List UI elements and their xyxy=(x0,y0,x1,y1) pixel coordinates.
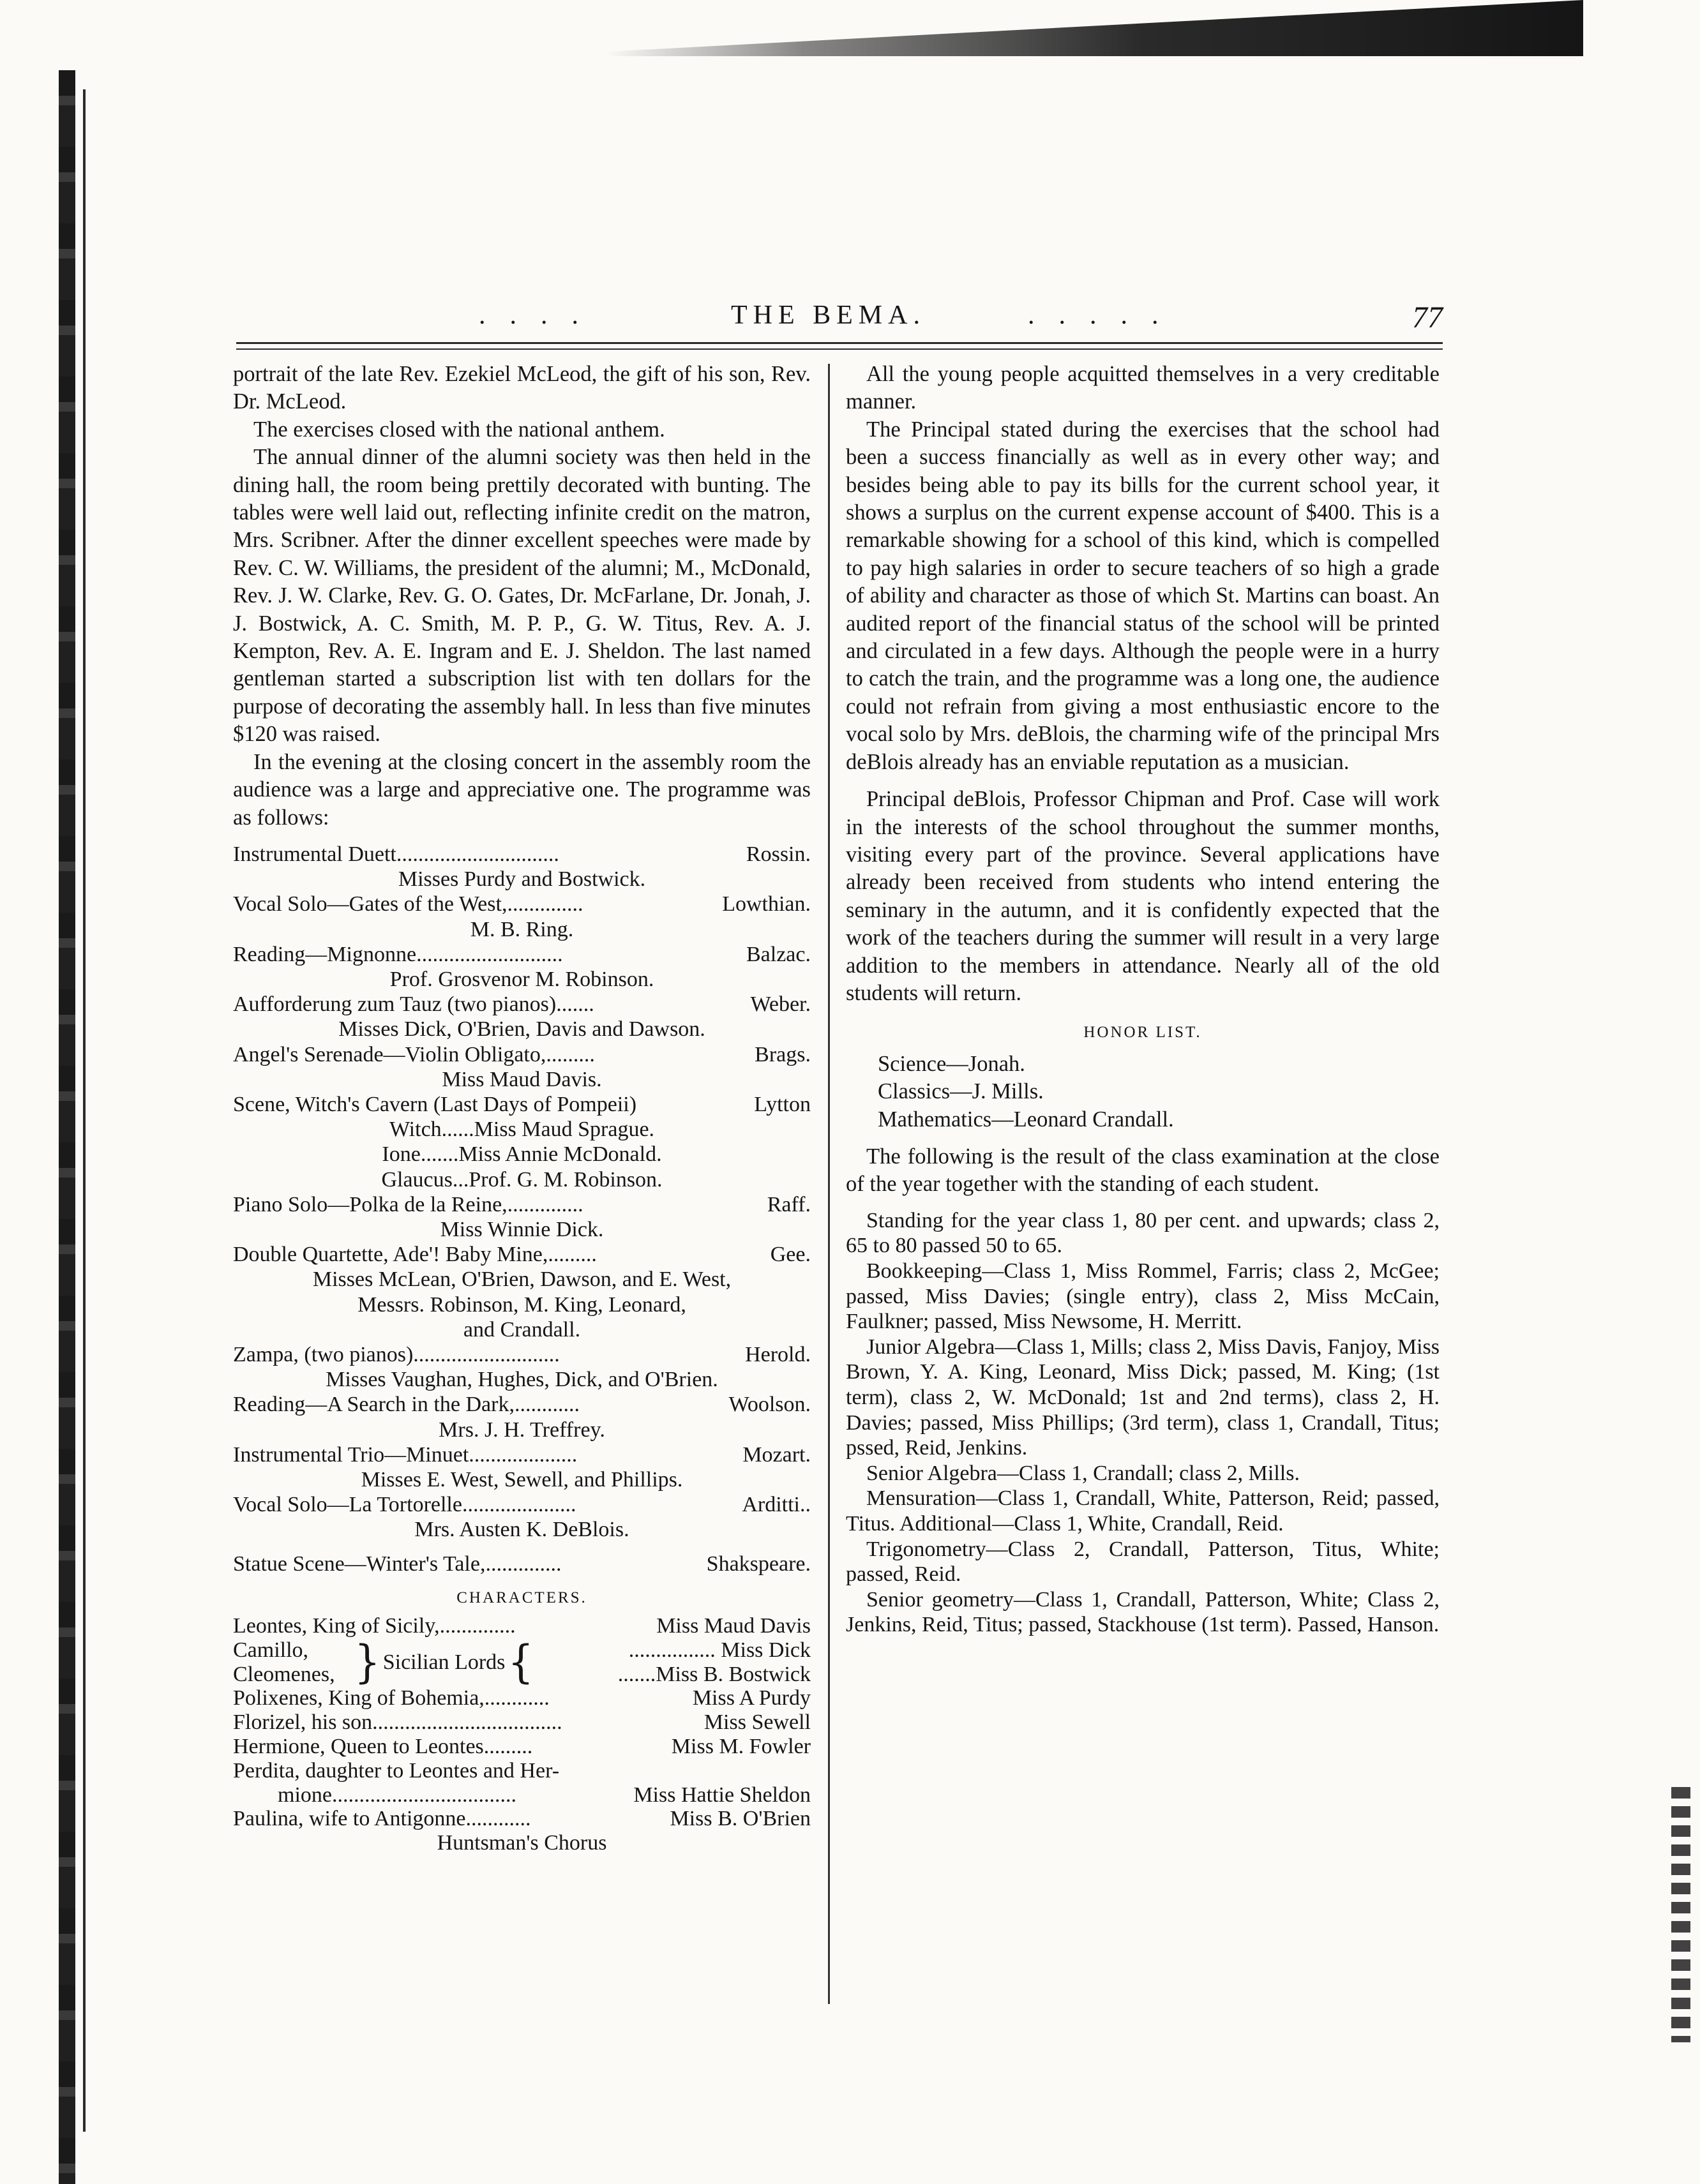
programme-item: Angel's Serenade—Violin Obligato,......... Brags. xyxy=(233,1042,811,1066)
paragraph: The following is the result of the class examination at the close of the year together with the standing of each student. xyxy=(846,1144,1440,1197)
header-dots-left: .... xyxy=(479,301,603,330)
programme-performers: M. B. Ring. xyxy=(470,917,574,941)
programme-performers: Messrs. Robinson, M. King, Leonard, xyxy=(357,1292,686,1317)
programme-item: Vocal Solo—Gates of the West,.............. Lowthian. xyxy=(233,892,811,916)
paragraph: Mensuration—Class 1, Crandall, White, Patterson, Reid; passed, Titus. Additional—Class 1, White, Crandall, Reid. xyxy=(846,1486,1440,1536)
programme-performers: Misses Dick, O'Brien, Davis and Dawson. xyxy=(338,1017,705,1042)
paragraph: Principal deBlois, Professor Chipman and Prof. Case will work in the interests of the school throughout the summer months, visiting every part of the province. Several applications have already been received from students who intend entering the seminary in the autumn, and it is confidently expected that the work of the teachers during the summer will result in a very large addition to the members in attendance. Nearly all of the old students will return. xyxy=(846,787,1440,1005)
scan-binding-edge xyxy=(59,70,75,2184)
programme-performers: Prof. Grosvenor M. Robinson. xyxy=(389,967,654,991)
programme-item: Statue Scene—Winter's Tale,.............. Shakspeare. xyxy=(233,1552,811,1576)
cast-row: Florizel, his son................................... Miss Sewell xyxy=(233,1710,811,1735)
paragraph: The Principal stated during the exercises that the school had been a success financially as well as in every other way; and besides being able to pay its bills for the current school year, it shows a surplus on the current expense account of $400. This is a remarkable showing for a school of this kind, which is compelled to pay high salaries in order to secure teachers of so high a grade of ability and character as those of which St. Martins can boast. An audited report of the financial status of the school will be printed and circulated in a few days. Although the people were in a hurry to catch the train, and the programme was a long one, the audience could not refrain from giving a most enthusiastic encore to the vocal solo by Mrs. deBlois, the charming wife of the principal Mrs deBlois already has an enviable reputation as a musician. xyxy=(846,417,1440,774)
paragraph: Bookkeeping—Class 1, Miss Rommel, Farris; class 2, McGee; passed, Miss Davies; (single entry), class 2, Miss McCain, Faulkner; passed, Miss Newsome, H. Merritt. xyxy=(846,1259,1440,1334)
programme-item: Double Quartette, Ade'! Baby Mine,......... Gee. xyxy=(233,1243,811,1267)
cast-row: Hermione, Queen to Leontes......... Miss M. Fowler xyxy=(233,1734,811,1758)
journal-title: THE BEMA. xyxy=(731,301,926,330)
programme-performers: and Crandall. xyxy=(463,1317,581,1342)
programme-item: Zampa, (two pianos)........................... Herold. xyxy=(233,1342,811,1366)
page-number: 77 xyxy=(1412,301,1443,334)
brace-icon: } xyxy=(354,1636,380,1689)
brace-icon: { xyxy=(508,1636,534,1689)
cast-row: Polixenes, King of Bohemia,............ Miss A Purdy xyxy=(233,1686,811,1710)
huntsman-chorus: Huntsman's Chorus xyxy=(437,1831,607,1855)
column-divider xyxy=(828,364,830,2004)
paragraph: Trigonometry—Class 2, Crandall, Patterson, Titus, White; passed, Reid. xyxy=(846,1537,1440,1587)
cast-row: Perdita, daughter to Leontes and Her- xyxy=(233,1758,560,1783)
programme-performers: Misses Purdy and Bostwick. xyxy=(398,867,646,892)
cast-row: mione.................................. Miss Hattie Sheldon xyxy=(278,1783,811,1807)
programme-item: Aufforderung zum Tauz (two pianos)....... Weber. xyxy=(233,992,811,1017)
characters-heading: CHARACTERS. xyxy=(456,1589,587,1606)
class-results xyxy=(846,1208,1440,1638)
left-column xyxy=(233,361,811,1855)
list-item: Classics—J. Mills. xyxy=(878,1079,1044,1104)
paragraph: portrait of the late Rev. Ezekiel McLeod, the gift of his son, Rev. Dr. McLeod. xyxy=(233,362,811,414)
paragraph: Senior geometry—Class 1, Crandall, Patterson, White; Class 2, Jenkins, Reid, Titus; passed, Stackhouse (1st term). Passed, Hanson. xyxy=(846,1587,1440,1637)
programme-performers: Witch......Miss Maud Sprague. xyxy=(389,1118,655,1142)
honor-list-heading: HONOR LIST. xyxy=(1083,1024,1202,1042)
running-header xyxy=(236,294,1443,338)
header-rule xyxy=(236,342,1443,344)
programme-item: Instrumental Duett.............................. Rossin. xyxy=(233,842,811,866)
programme-performers: Misses McLean, O'Brien, Dawson, and E. West, xyxy=(312,1268,732,1292)
programme-performers: Misses E. West, Sewell, and Phillips. xyxy=(361,1467,683,1492)
paragraph: Junior Algebra—Class 1, Mills; class 2, Miss Davis, Fanjoy, Miss Brown, Y. A. King, Leonard, Miss Dick; passed, M. King; (1st term), class 2, W. McDonald; 1st and 2nd terms), class 2, H. Davies; passed, Miss Phillips; (3rd term), class 1, Crandall, Titus; pssed, Reid, Jenkins. xyxy=(846,1335,1440,1460)
cast-row-sicilian-lords: Camillo, Cleomenes, } Sicilian Lords { ................ Miss Dick .......Miss B. Bostwick xyxy=(233,1636,811,1689)
paragraph: Senior Algebra—Class 1, Crandall; class 2, Mills. xyxy=(866,1461,1300,1485)
right-column xyxy=(846,361,1440,1638)
programme-performers: Mrs. J. H. Treffrey. xyxy=(439,1417,605,1442)
paragraph: In the evening at the closing concert in the assembly room the audience was a large and appreciative one. The programme was as follows: xyxy=(233,749,811,830)
honor-list xyxy=(846,1051,1440,1133)
paragraph: All the young people acquitted themselves in a very creditable manner. xyxy=(846,362,1440,414)
header-dots-right: ..... xyxy=(1028,301,1183,330)
programme-item: Reading—Mignonne........................... Balzac. xyxy=(233,942,811,966)
scan-edge-line xyxy=(83,89,86,2132)
programme-performers: Glaucus...Prof. G. M. Robinson. xyxy=(381,1167,663,1192)
concert-programme xyxy=(233,842,811,1855)
header-rule-thin xyxy=(236,348,1443,350)
paragraph: The annual dinner of the alumni society was then held in the dining hall, the room being prettily decorated with bunting. The tables were well laid out, reflecting infinite credit on the matron, Mrs. Scribner. After the dinner excellent speeches were made by Rev. C. W. Williams, the president of the alumni; M., McDonald, Rev. J. W. Clarke, Rev. G. O. Gates, Dr. McFarlane, Dr. Jonah, J. J. Bostwick, A. C. Smith, M. P. P., G. W. Titus, Rev. A. J. Kempton, Rev. A. E. Ingram and E. J. Sheldon. The last named gentleman started a subscription list with ten dollars for the purpose of decorating the assembly hall. In less than five minutes $120 was raised. xyxy=(233,445,811,747)
list-item: Mathematics—Leonard Crandall. xyxy=(878,1107,1174,1132)
cast-row: Leontes, King of Sicily,.............. Miss Maud Davis xyxy=(233,1614,811,1638)
programme-item: Vocal Solo—La Tortorelle..................... Arditti.. xyxy=(233,1493,811,1517)
cast-row: Paulina, wife to Antigonne............ Miss B. O'Brien xyxy=(233,1807,811,1831)
list-item: Science—Jonah. xyxy=(878,1051,1025,1076)
programme-performers: Miss Maud Davis. xyxy=(442,1067,602,1091)
programme-item: Piano Solo—Polka de la Reine,.............. Raff. xyxy=(233,1192,811,1216)
scan-shadow-top xyxy=(606,0,1583,56)
programme-item: Reading—A Search in the Dark,............ Woolson. xyxy=(233,1393,811,1417)
paragraph: The exercises closed with the national anthem. xyxy=(253,417,665,442)
programme-performers: Ione.......Miss Annie McDonald. xyxy=(382,1142,662,1167)
programme-item: Scene, Witch's Cavern (Last Days of Pompeii) Lytton xyxy=(233,1092,811,1116)
cast-list xyxy=(233,1614,811,1855)
scan-edge-right xyxy=(1671,1787,1690,2042)
programme-item: Instrumental Trio—Minuet.................... Mozart. xyxy=(233,1442,811,1467)
programme-performers: Miss Winnie Dick. xyxy=(440,1217,604,1241)
paragraph: Standing for the year class 1, 80 per cent. and upwards; class 2, 65 to 80 passed 50 to 65. xyxy=(846,1208,1440,1258)
programme-performers: Misses Vaughan, Hughes, Dick, and O'Brien. xyxy=(326,1368,718,1392)
programme-performers: Mrs. Austen K. DeBlois. xyxy=(414,1518,629,1542)
